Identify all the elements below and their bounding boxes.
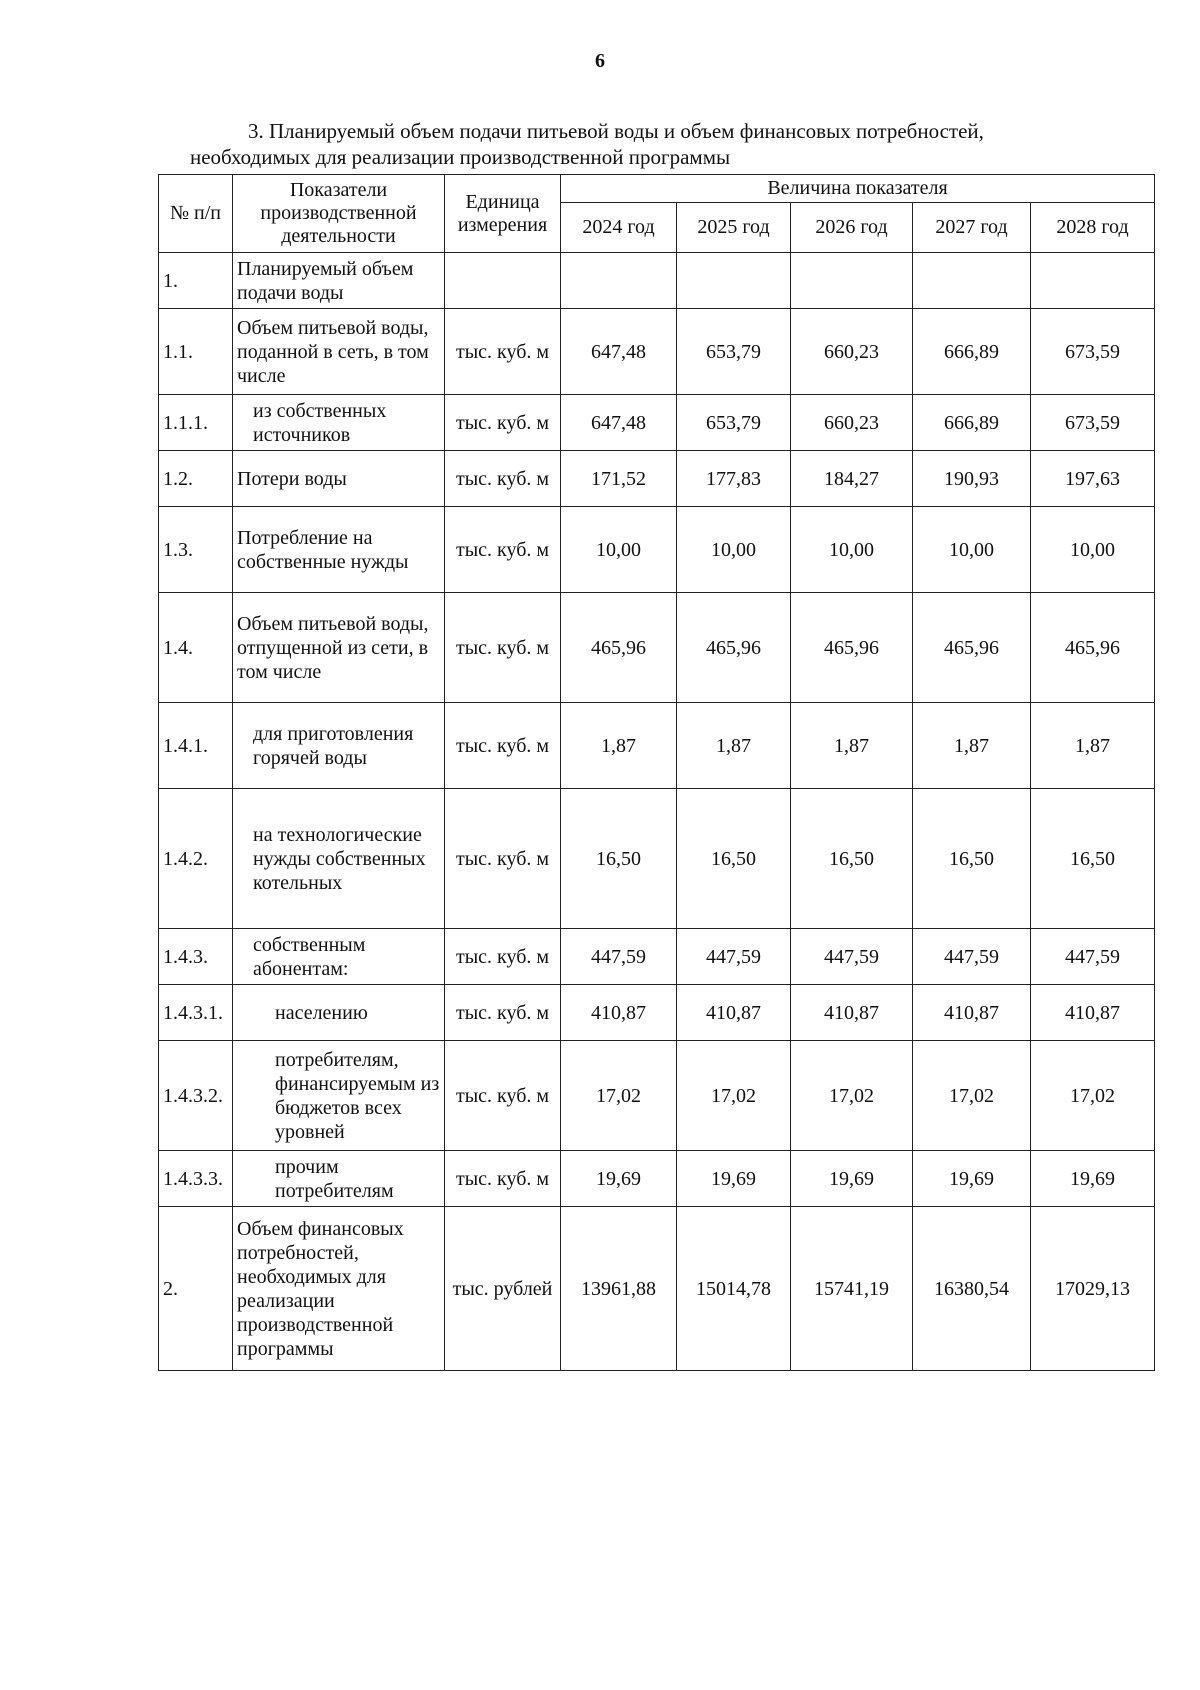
value-cell-2027: 465,96 (913, 593, 1031, 703)
value-cell-2026 (791, 253, 913, 309)
value-cell-2025: 17,02 (677, 1041, 791, 1151)
value-cell-2028: 10,00 (1031, 507, 1155, 593)
section-heading-line-1: 3. Планируемый объем подачи питьевой воды и объем финансовых потребностей, (248, 119, 984, 143)
row-number: 1.4.3.3. (159, 1151, 233, 1207)
unit-cell: тыс. куб. м (445, 507, 561, 593)
value-cell-2028: 17,02 (1031, 1041, 1155, 1151)
unit-cell: тыс. куб. м (445, 309, 561, 395)
table-header (159, 175, 1155, 253)
table-row (159, 1151, 1155, 1207)
unit-cell: тыс. куб. м (445, 985, 561, 1041)
value-cell-2025: 410,87 (677, 985, 791, 1041)
value-cell-2027: 16380,54 (913, 1207, 1031, 1371)
value-cell-2024: 647,48 (561, 309, 677, 395)
value-cell-2027: 16,50 (913, 789, 1031, 929)
row-number: 1. (159, 253, 233, 309)
value-cell-2026: 1,87 (791, 703, 913, 789)
value-cell-2028: 673,59 (1031, 395, 1155, 451)
unit-cell: тыс. куб. м (445, 395, 561, 451)
table-body (159, 253, 1155, 1371)
value-cell-2028: 465,96 (1031, 593, 1155, 703)
indicator-name: потребителям, финансируемым из бюджетов всех уровней (233, 1041, 445, 1151)
unit-cell: тыс. куб. м (445, 929, 561, 985)
value-cell-2024: 1,87 (561, 703, 677, 789)
value-cell-2028: 447,59 (1031, 929, 1155, 985)
value-cell-2025 (677, 253, 791, 309)
header-indicator: Показатели производственной деятельности (233, 175, 445, 253)
value-cell-2028: 16,50 (1031, 789, 1155, 929)
header-year-2026: 2026 год (791, 203, 913, 253)
value-cell-2025: 447,59 (677, 929, 791, 985)
value-cell-2024: 10,00 (561, 507, 677, 593)
header-row-1 (159, 175, 1155, 203)
value-cell-2025: 653,79 (677, 395, 791, 451)
value-cell-2027: 17,02 (913, 1041, 1031, 1151)
row-number: 1.1. (159, 309, 233, 395)
header-value-group: Величина показателя (561, 175, 1155, 203)
value-cell-2024 (561, 253, 677, 309)
header-year-2027: 2027 год (913, 203, 1031, 253)
row-number: 1.4. (159, 593, 233, 703)
indicator-name: Планируемый объем подачи воды (233, 253, 445, 309)
table-row (159, 451, 1155, 507)
unit-cell: тыс. куб. м (445, 1151, 561, 1207)
value-cell-2027: 19,69 (913, 1151, 1031, 1207)
value-cell-2026: 447,59 (791, 929, 913, 985)
table-row (159, 395, 1155, 451)
value-cell-2026: 184,27 (791, 451, 913, 507)
value-cell-2024: 647,48 (561, 395, 677, 451)
value-cell-2027: 190,93 (913, 451, 1031, 507)
value-cell-2026: 10,00 (791, 507, 913, 593)
value-cell-2027: 666,89 (913, 395, 1031, 451)
row-number: 1.4.2. (159, 789, 233, 929)
production-program-table (158, 174, 1155, 1371)
value-cell-2024: 17,02 (561, 1041, 677, 1151)
page-number: 6 (595, 50, 605, 72)
table-row (159, 1041, 1155, 1151)
value-cell-2027: 10,00 (913, 507, 1031, 593)
table-row (159, 507, 1155, 593)
header-year-2025: 2025 год (677, 203, 791, 253)
table-row (159, 309, 1155, 395)
row-number: 1.4.1. (159, 703, 233, 789)
section-heading-line-2: необходимых для реализации производственной программы (190, 145, 731, 169)
value-cell-2027 (913, 253, 1031, 309)
value-cell-2026: 410,87 (791, 985, 913, 1041)
value-cell-2027: 666,89 (913, 309, 1031, 395)
value-cell-2028: 410,87 (1031, 985, 1155, 1041)
value-cell-2025: 16,50 (677, 789, 791, 929)
row-number: 1.1.1. (159, 395, 233, 451)
value-cell-2028: 17029,13 (1031, 1207, 1155, 1371)
value-cell-2024: 410,87 (561, 985, 677, 1041)
value-cell-2027: 447,59 (913, 929, 1031, 985)
indicator-name: Объем финансовых потребностей, необходимых для реализации производственной программы (233, 1207, 445, 1371)
table-row (159, 929, 1155, 985)
row-number: 1.4.3.1. (159, 985, 233, 1041)
table-row (159, 789, 1155, 929)
value-cell-2026: 660,23 (791, 309, 913, 395)
unit-cell: тыс. куб. м (445, 451, 561, 507)
value-cell-2028: 1,87 (1031, 703, 1155, 789)
unit-cell: тыс. куб. м (445, 703, 561, 789)
indicator-name: на технологические нужды собственных котельных (233, 789, 445, 929)
value-cell-2028: 197,63 (1031, 451, 1155, 507)
header-year-2028: 2028 год (1031, 203, 1155, 253)
indicator-name: из собственных источников (233, 395, 445, 451)
header-unit: Единица измерения (445, 175, 561, 253)
table-row (159, 593, 1155, 703)
header-num: № п/п (159, 175, 233, 253)
value-cell-2024: 465,96 (561, 593, 677, 703)
header-year-2024: 2024 год (561, 203, 677, 253)
indicator-name: Объем питьевой воды, поданной в сеть, в том числе (233, 309, 445, 395)
indicator-name: Потребление на собственные нужды (233, 507, 445, 593)
value-cell-2026: 16,50 (791, 789, 913, 929)
value-cell-2028 (1031, 253, 1155, 309)
value-cell-2024: 16,50 (561, 789, 677, 929)
value-cell-2028: 673,59 (1031, 309, 1155, 395)
indicator-name: для приготовления горячей воды (233, 703, 445, 789)
indicator-name: прочим потребителям (233, 1151, 445, 1207)
value-cell-2027: 410,87 (913, 985, 1031, 1041)
row-number: 2. (159, 1207, 233, 1371)
value-cell-2026: 17,02 (791, 1041, 913, 1151)
row-number: 1.3. (159, 507, 233, 593)
unit-cell: тыс. куб. м (445, 789, 561, 929)
value-cell-2024: 171,52 (561, 451, 677, 507)
value-cell-2026: 660,23 (791, 395, 913, 451)
table-row (159, 703, 1155, 789)
value-cell-2024: 447,59 (561, 929, 677, 985)
value-cell-2025: 19,69 (677, 1151, 791, 1207)
unit-cell: тыс. куб. м (445, 1041, 561, 1151)
value-cell-2025: 15014,78 (677, 1207, 791, 1371)
unit-cell: тыс. куб. м (445, 593, 561, 703)
value-cell-2026: 15741,19 (791, 1207, 913, 1371)
value-cell-2025: 653,79 (677, 309, 791, 395)
row-number: 1.4.3.2. (159, 1041, 233, 1151)
value-cell-2025: 1,87 (677, 703, 791, 789)
value-cell-2026: 465,96 (791, 593, 913, 703)
value-cell-2026: 19,69 (791, 1151, 913, 1207)
value-cell-2028: 19,69 (1031, 1151, 1155, 1207)
table-row (159, 1207, 1155, 1371)
unit-cell (445, 253, 561, 309)
row-number: 1.2. (159, 451, 233, 507)
value-cell-2024: 13961,88 (561, 1207, 677, 1371)
indicator-name: Объем питьевой воды, отпущенной из сети, в том числе (233, 593, 445, 703)
indicator-name: Потери воды (233, 451, 445, 507)
row-number: 1.4.3. (159, 929, 233, 985)
indicator-name: собственным абонентам: (233, 929, 445, 985)
table-row (159, 985, 1155, 1041)
value-cell-2024: 19,69 (561, 1151, 677, 1207)
section-heading (190, 118, 1150, 170)
value-cell-2025: 465,96 (677, 593, 791, 703)
unit-cell: тыс. рублей (445, 1207, 561, 1371)
value-cell-2027: 1,87 (913, 703, 1031, 789)
value-cell-2025: 177,83 (677, 451, 791, 507)
value-cell-2025: 10,00 (677, 507, 791, 593)
table-row (159, 253, 1155, 309)
indicator-name: населению (233, 985, 445, 1041)
